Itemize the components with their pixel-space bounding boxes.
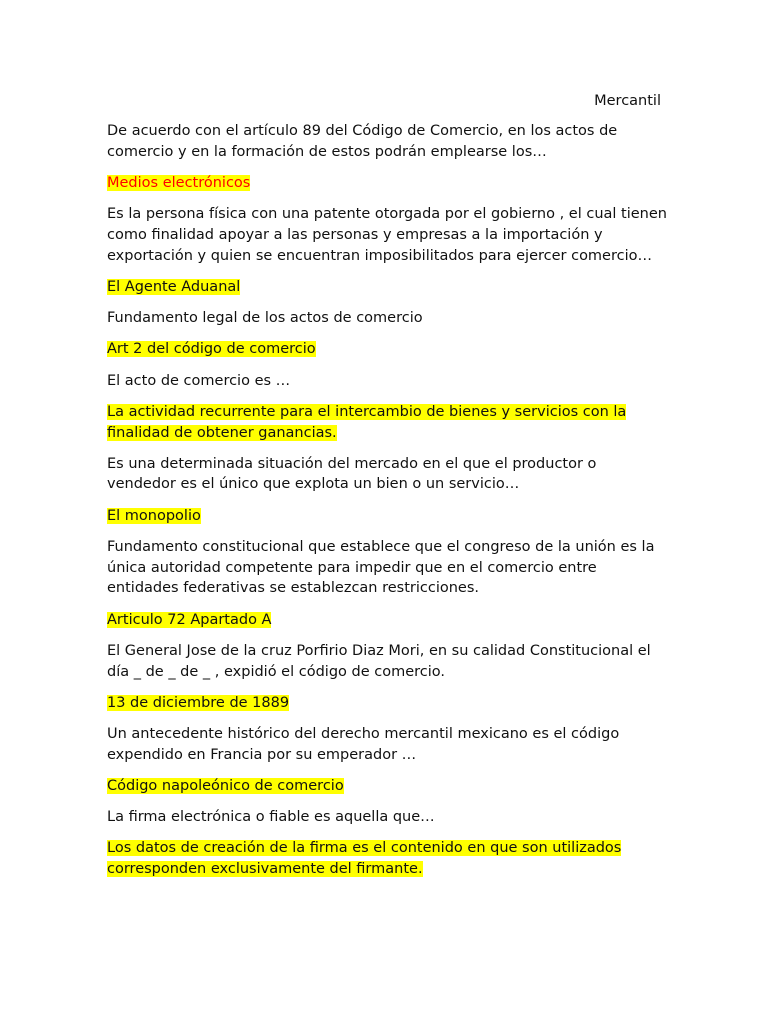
question-5: Es una determinada situación del mercado en el que el productor o vendedor es el único que explota un bien o un servicio… [107,455,597,493]
question-7: El General Jose de la cruz Porfirio Diaz Mori, en su calidad Constitucional el día _ de _ de _ , expidió el código de comercio. [107,642,651,680]
document-body [107,121,667,890]
question-1: De acuerdo con el artículo 89 del Código de Comercio, en los actos de comercio y en la formación de estos podrán emplearse los… [107,123,618,160]
question-6: Fundamento constitucional que establece que el congreso de la unión es la única autoridad competente para impedir que en el comercio entre entidades federativas se establezcan restricciones. [107,538,655,597]
question-4: El acto de comercio es … [107,372,291,389]
question-2: Es la persona física con una patente otorgada por el gobierno , el cual tienen como finalidad apoyar a las personas y empresas a la importación y exportación y quien se encuentran imposibilitados para ejercer comercio… [107,206,667,264]
question-8: Un antecedente histórico del derecho mercantil mexicano es el código expendido en Francia por su emperador … [107,726,620,763]
answer-9: Los datos de creación de la firma es el contenido en que son utilizados corresponden exclusivamente del firmante. [107,840,622,878]
answer-1: Medios electrónicos [107,174,251,191]
answer-8: Código napoleónico de comercio [107,777,344,794]
document-header: Mercantil [594,93,661,109]
question-9: La firma electrónica o fiable es aquella que… [107,809,435,826]
answer-3: Art 2 del código de comercio [107,341,316,358]
answer-6: Articulo 72 Apartado A [107,611,272,628]
answer-7: 13 de diciembre de 1889 [107,694,290,711]
answer-4: La actividad recurrente para el intercambio de bienes y servicios con la finalidad de obtener ganancias. [107,403,627,441]
answer-2: El Agente Aduanal [107,278,241,295]
answer-5: El monopolio [107,507,201,524]
question-3: Fundamento legal de los actos de comercio [107,310,423,327]
